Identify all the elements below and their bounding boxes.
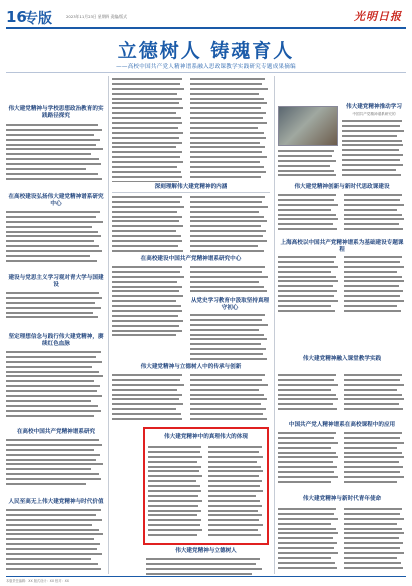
article-body bbox=[6, 439, 106, 491]
article-headline: 中国共产党人精神谱系在高校课程中的应用 bbox=[288, 422, 396, 428]
article-body bbox=[278, 194, 340, 236]
main-title: 立德树人 铸魂育人 bbox=[117, 40, 295, 62]
article-headline: 在高校中国共产党精神谱系研究 bbox=[16, 429, 96, 435]
article-body bbox=[112, 196, 186, 254]
photo-image bbox=[278, 106, 338, 146]
article-body bbox=[190, 374, 270, 424]
article-headline: 伟大建党精神创新与新时代思政课建设 bbox=[294, 184, 390, 190]
footer-note: 本版责任编辑：XX 版式设计：XX 校对：XX bbox=[6, 579, 69, 583]
header-rule bbox=[6, 27, 406, 29]
article-body bbox=[342, 120, 406, 180]
dateline: 2023年11月23日 星期四 责编/版式 bbox=[66, 14, 127, 19]
article-body bbox=[6, 351, 106, 421]
page-number: 16 bbox=[6, 8, 27, 26]
article-body bbox=[6, 509, 106, 579]
article-body bbox=[190, 196, 270, 254]
highlighted-headline: 伟大建党精神中的真理伟大的体现 bbox=[164, 434, 248, 440]
main-subtitle: ——高校中国共产党人精神谱系融入思政课教学实践研究专题成果摘编 bbox=[116, 64, 296, 70]
title-rule bbox=[6, 72, 406, 73]
article-body bbox=[278, 374, 340, 416]
left-column bbox=[6, 76, 106, 576]
article-body bbox=[278, 508, 340, 574]
article-headline: 坚定理想信念与践行伟大建党精神，赓续红色血脉 bbox=[8, 334, 104, 347]
article-headline: 从党史学习教育中汲取坚持真理守初心 bbox=[190, 298, 270, 311]
article-body bbox=[6, 211, 106, 267]
article-body bbox=[190, 266, 270, 296]
article-body bbox=[6, 292, 106, 326]
article-headline: 伟大建党精神与立德树人中的传承与创新 bbox=[140, 364, 242, 370]
article-body bbox=[112, 266, 186, 340]
article-body bbox=[278, 256, 340, 316]
section-label: 专版 bbox=[24, 11, 52, 27]
article-headline: 在高校建设中国共产党精神谱系研究中心 bbox=[140, 256, 242, 262]
divider bbox=[112, 192, 270, 193]
article-body bbox=[278, 432, 340, 488]
article-body bbox=[6, 124, 106, 184]
article-headline: 上海高校以中国共产党精神谱系为基础建设专题课程 bbox=[280, 240, 404, 253]
column-divider bbox=[274, 76, 275, 574]
article-body bbox=[148, 446, 204, 540]
article-body bbox=[344, 256, 406, 316]
article-body bbox=[344, 374, 406, 416]
article-headline: 伟大建党精神与新时代青年使命 bbox=[302, 496, 382, 502]
article-subheadline: 中国共产党精神谱系研究的 bbox=[352, 112, 396, 116]
article-body bbox=[146, 558, 266, 576]
article-headline: 伟大建党精神融入课堂教学实践 bbox=[302, 356, 382, 362]
column-divider bbox=[108, 76, 109, 574]
article-headline: 伟大建党精神与学校思想政治教育的实践路径探究 bbox=[8, 106, 104, 119]
article-body bbox=[112, 374, 186, 424]
article-body bbox=[344, 508, 406, 574]
article-body bbox=[190, 314, 270, 362]
article-body bbox=[208, 446, 265, 540]
article-body bbox=[344, 432, 406, 488]
article-body bbox=[190, 78, 270, 182]
paper-logo: 光明日报 bbox=[354, 10, 402, 23]
article-headline: 人民至高无上伟大建党精神与时代价值 bbox=[8, 499, 104, 505]
article-body bbox=[112, 78, 186, 182]
footer-rule bbox=[6, 576, 406, 577]
article-headline: 深刻理解伟大建党精神的内涵 bbox=[154, 184, 228, 190]
article-body bbox=[344, 194, 406, 236]
article-headline: 伟大建党精神推动学习 bbox=[346, 104, 402, 110]
article-headline: 在高校建设弘扬伟大建党精神谱系研究中心 bbox=[8, 194, 104, 207]
article-body bbox=[278, 150, 338, 180]
article-headline: 建设与党思主义学习观对青大学与国建设 bbox=[8, 275, 104, 288]
article-headline: 伟大建党精神与立德树人 bbox=[175, 548, 237, 554]
